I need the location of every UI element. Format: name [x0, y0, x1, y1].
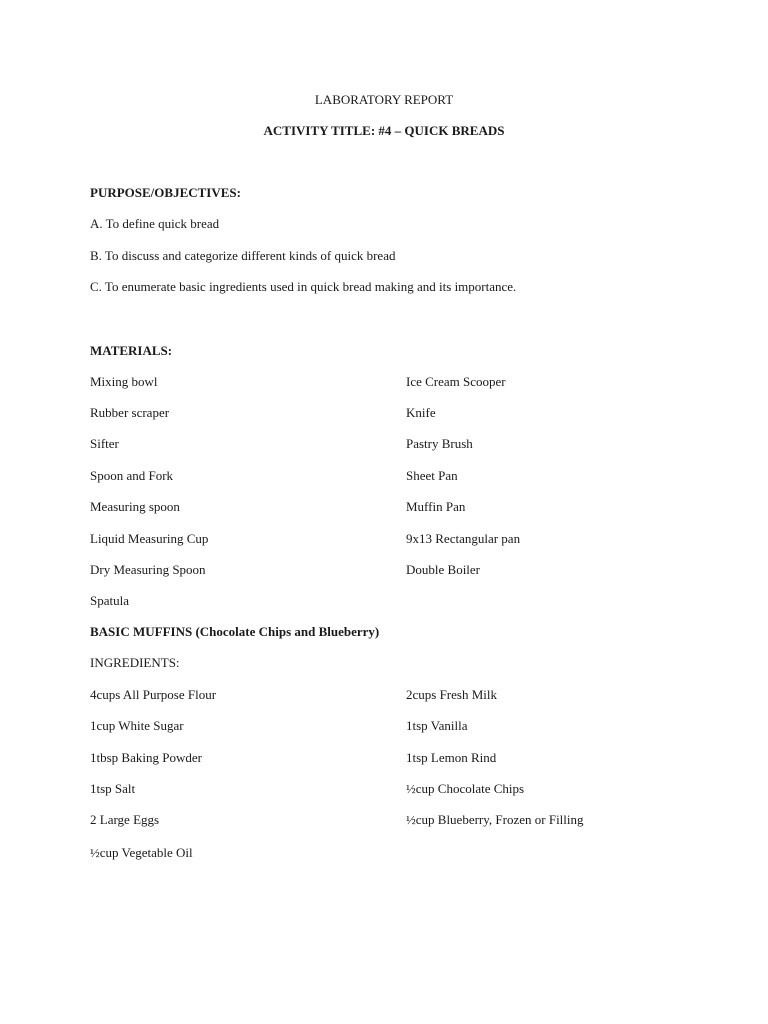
report-title: LABORATORY REPORT — [314, 92, 454, 107]
material-item: Mixing bowl — [90, 374, 158, 389]
material-item: Ice Cream Scooper — [406, 374, 506, 389]
material-item: Liquid Measuring Cup — [90, 531, 209, 546]
ingredient-item: 1tsp Lemon Rind — [406, 750, 497, 765]
material-item: Pastry Brush — [406, 436, 473, 451]
recipe-title: BASIC MUFFINS (Chocolate Chips and Blueberry) — [90, 624, 380, 639]
ingredient-item: 2 Large Eggs — [90, 812, 160, 827]
material-item: Double Boiler — [406, 562, 481, 577]
material-item: Rubber scraper — [90, 405, 170, 420]
activity-title: ACTIVITY TITLE: #4 – QUICK BREADS — [263, 123, 505, 138]
materials-heading: MATERIALS: — [90, 343, 173, 358]
material-item: Measuring spoon — [90, 499, 180, 514]
ingredient-item: ½cup Vegetable Oil — [90, 845, 193, 860]
material-item: Muffin Pan — [406, 499, 466, 514]
material-item: Sheet Pan — [406, 468, 458, 483]
objective-item: A. To define quick bread — [90, 216, 220, 231]
ingredient-item: 2cups Fresh Milk — [406, 687, 497, 702]
objective-item: B. To discuss and categorize different kinds of quick bread — [90, 248, 396, 263]
ingredients-heading: INGREDIENTS: — [90, 655, 180, 670]
material-item: Dry Measuring Spoon — [90, 562, 206, 577]
material-item: Spatula — [90, 593, 129, 608]
ingredient-item: 1cup White Sugar — [90, 718, 184, 733]
ingredient-item: 1tsp Salt — [90, 781, 136, 796]
material-item: Sifter — [90, 436, 119, 451]
ingredient-item: ½cup Blueberry, Frozen or Filling — [406, 812, 584, 827]
material-item: Spoon and Fork — [90, 468, 174, 483]
material-item: 9x13 Rectangular pan — [406, 531, 521, 546]
ingredient-item: 4cups All Purpose Flour — [90, 687, 217, 702]
purpose-heading: PURPOSE/OBJECTIVES: — [90, 185, 241, 200]
ingredient-item: ½cup Chocolate Chips — [406, 781, 525, 796]
ingredient-item: 1tsp Vanilla — [406, 718, 468, 733]
material-item: Knife — [406, 405, 436, 420]
objective-item: C. To enumerate basic ingredients used in quick bread making and its importance. — [90, 279, 517, 294]
ingredient-item: 1tbsp Baking Powder — [90, 750, 202, 765]
